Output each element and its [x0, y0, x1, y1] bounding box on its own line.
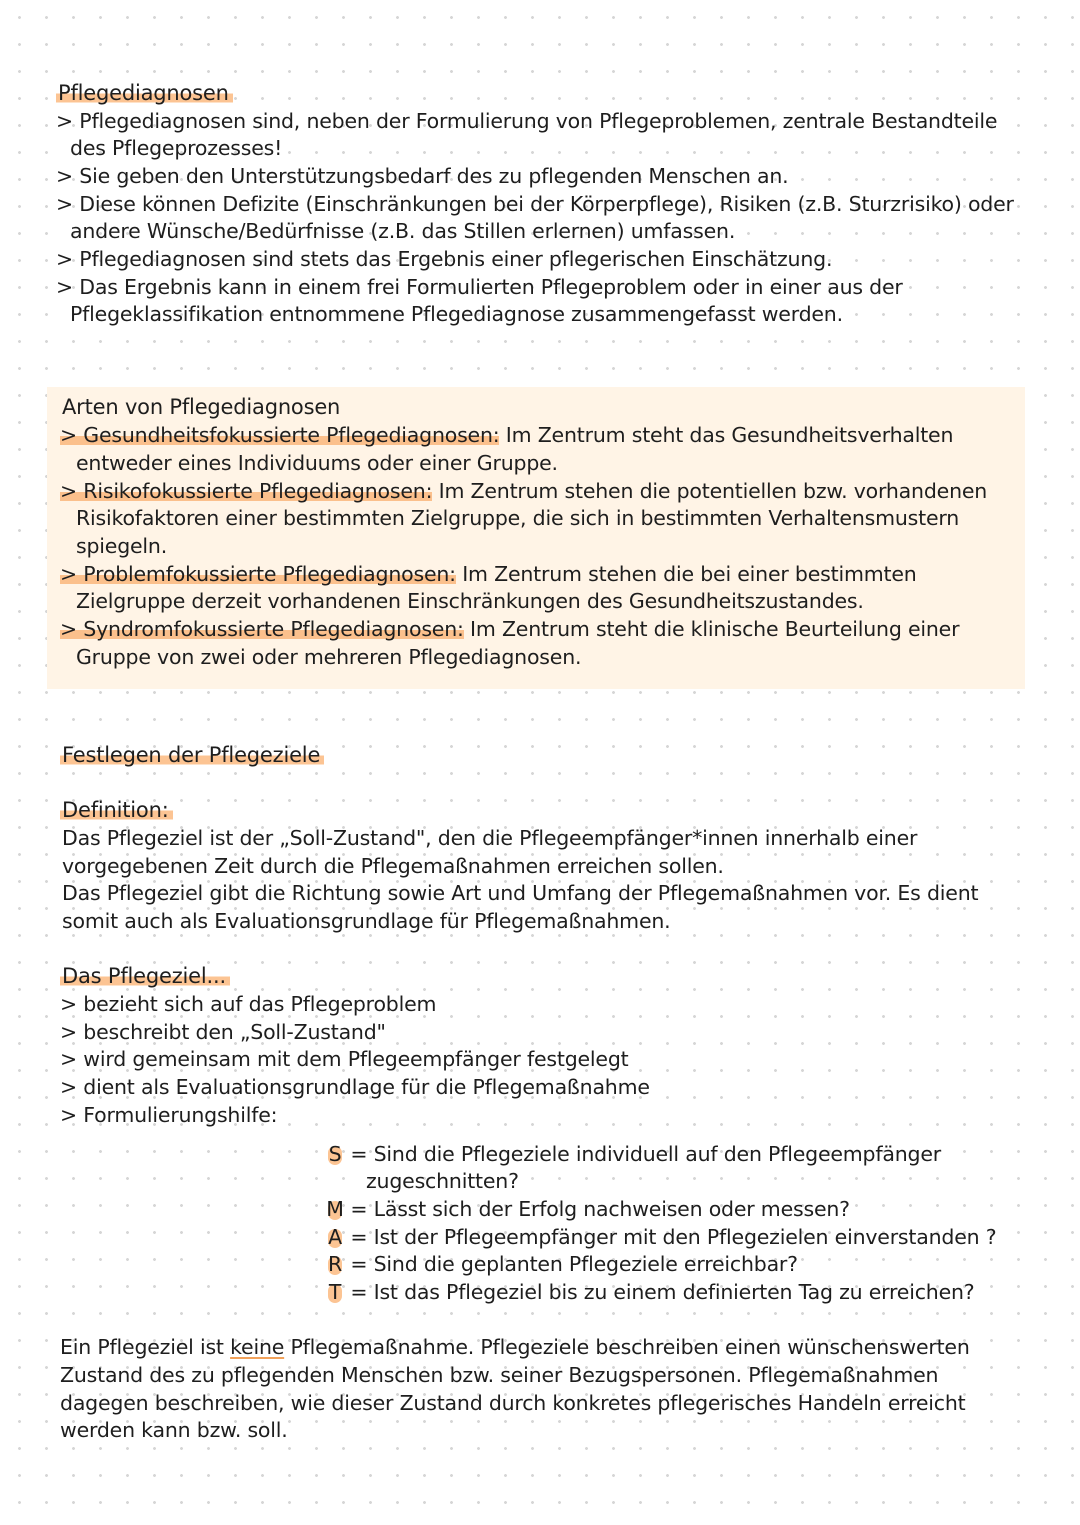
- definition-label: Definition:: [62, 797, 173, 824]
- text-line: andere Wünsche/Bedürfnisse (z.B. das Stillen erlernen) umfassen.: [70, 219, 736, 243]
- text-line: vorgegebenen Zeit durch die Pflegemaßnahmen erreichen sollen.: [62, 854, 724, 878]
- list-item: > Problemfokussierte Pflegediagnosen: Im Zentrum stehen die bei einer bestimmten: [60, 562, 917, 586]
- smart-letter: T: [328, 1280, 342, 1304]
- list-item: > Gesundheitsfokussierte Pflegediagnosen: Im Zentrum steht das Gesundheitsverhalten: [60, 423, 954, 447]
- list-item: > Risikofokussierte Pflegediagnosen: Im Zentrum stehen die potentiellen bzw. vorhandenen: [60, 479, 988, 503]
- list-item: > beschreibt den „Soll-Zustand": [60, 1020, 386, 1044]
- text-line: > Das Ergebnis kann in einem frei Formulierten Pflegeproblem oder in einer aus der: [56, 275, 903, 299]
- closing-line: Zustand des zu pflegenden Menschen bzw. seiner Bezugspersonen. Pflegemaßnahmen: [60, 1363, 939, 1387]
- list-item: > Formulierungshilfe:: [60, 1103, 278, 1127]
- emphasis-keine: keine: [230, 1335, 285, 1359]
- text-line: Risikofaktoren einer bestimmten Zielgruppe, die sich in bestimmten Verhaltensmustern: [76, 506, 960, 530]
- smart-item-t: T = Ist das Pflegeziel bis zu einem definierten Tag zu erreichen?: [328, 1280, 975, 1304]
- text-line: Gruppe von zwei oder mehreren Pflegediagnosen.: [76, 645, 582, 669]
- closing-line: dagegen beschreiben, wie dieser Zustand durch konkretes pflegerisches Handeln erreicht: [60, 1391, 966, 1415]
- text-line: des Pflegeprozesses!: [70, 136, 283, 160]
- text-line: spiegeln.: [76, 534, 168, 558]
- text-line: entweder eines Individuums oder einer Gruppe.: [76, 451, 558, 475]
- list-item: > dient als Evaluationsgrundlage für die Pflegemaßnahme: [60, 1075, 650, 1099]
- text-line: Das Pflegeziel ist der „Soll-Zustand", den die Pflegeempfänger*innen innerhalb einer: [62, 826, 918, 850]
- text-line: Zielgruppe derzeit vorhandenen Einschränkungen des Gesundheitszustandes.: [76, 589, 864, 613]
- smart-letter: M: [326, 1197, 344, 1221]
- smart-item-a: A = Ist der Pflegeempfänger mit den Pflegezielen einverstanden ?: [328, 1225, 997, 1249]
- list-label: Das Pflegeziel...: [62, 963, 230, 990]
- text-line: Pflegeklassifikation entnommene Pflegediagnose zusammengefasst werden.: [70, 302, 843, 326]
- closing-line: Ein Pflegeziel ist keine Pflegemaßnahme. Pflegeziele beschreiben einen wünschenswerten: [60, 1335, 970, 1359]
- closing-line: werden kann bzw. soll.: [60, 1418, 288, 1442]
- term: > Gesundheitsfokussierte Pflegediagnosen:: [60, 423, 500, 447]
- text-line: > Diese können Defizite (Einschränkungen bei der Körperpflege), Risiken (z.B. Sturzrisiko) oder: [56, 192, 1014, 216]
- smart-item-s: S = Sind die Pflegeziele individuell auf den Pflegeempfänger: [328, 1142, 941, 1166]
- list-item: > wird gemeinsam mit dem Pflegeempfänger festgelegt: [60, 1047, 629, 1071]
- smart-letter: R: [327, 1252, 343, 1276]
- section-title: Arten von Pflegediagnosen: [62, 395, 341, 419]
- smart-item-m: M = Lässt sich der Erfolg nachweisen oder messen?: [326, 1197, 850, 1221]
- smart-item-r: R = Sind die geplanten Pflegeziele erreichbar?: [327, 1252, 798, 1276]
- text-line: Das Pflegeziel gibt die Richtung sowie Art und Umfang der Pflegemaßnahmen vor. Es dient: [62, 881, 979, 905]
- term: > Risikofokussierte Pflegediagnosen:: [60, 479, 433, 503]
- smart-letter: S: [328, 1142, 342, 1166]
- text-line: somit auch als Evaluationsgrundlage für Pflegemaßnahmen.: [62, 909, 671, 933]
- smart-letter: A: [328, 1225, 342, 1249]
- text-line: > Sie geben den Unterstützungsbedarf des zu pflegenden Menschen an.: [56, 164, 789, 188]
- list-item: > Syndromfokussierte Pflegediagnosen: Im Zentrum steht die klinische Beurteilung einer: [60, 617, 960, 641]
- text-line: zugeschnitten?: [366, 1169, 519, 1193]
- text-line: > Pflegediagnosen sind, neben der Formulierung von Pflegeproblemen, zentrale Bestandteile: [56, 109, 998, 133]
- text-line: > Pflegediagnosen sind stets das Ergebnis einer pflegerischen Einschätzung.: [56, 247, 833, 271]
- term: > Problemfokussierte Pflegediagnosen:: [60, 562, 456, 586]
- term: > Syndromfokussierte Pflegediagnosen:: [60, 617, 464, 641]
- section-title: Pflegediagnosen: [58, 80, 233, 107]
- list-item: > bezieht sich auf das Pflegeproblem: [60, 992, 437, 1016]
- section-title: Festlegen der Pflegeziele: [62, 742, 324, 769]
